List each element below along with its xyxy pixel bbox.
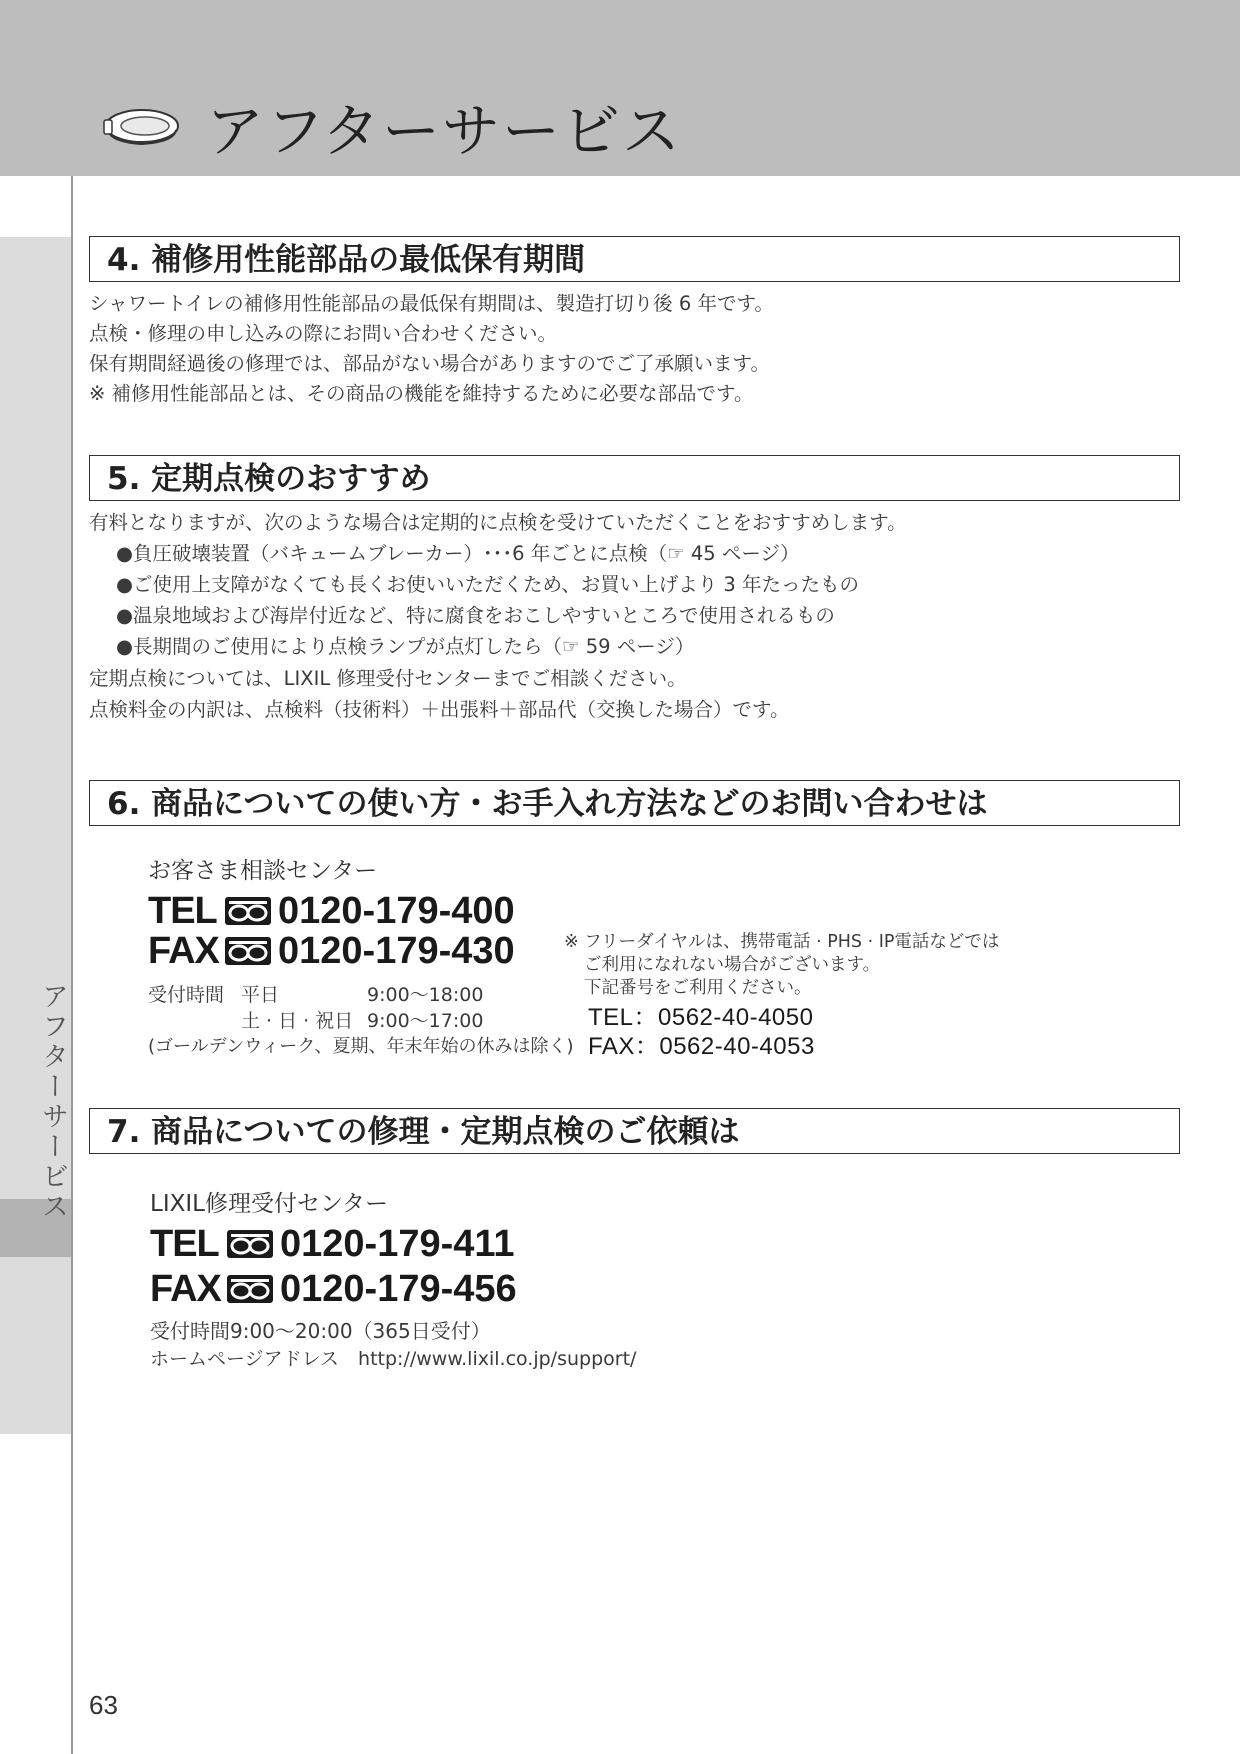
section-4-title: 4. 補修用性能部品の最低保有期間 (107, 242, 586, 278)
weekday-hours: 9:00〜18:00 (367, 984, 484, 1006)
page-title: アフターサービス (206, 97, 682, 165)
tel-label: TEL (150, 1223, 219, 1265)
repair-center-name: LIXIL修理受付センター (150, 1191, 389, 1217)
toilet-seat-icon (102, 104, 182, 150)
section-6-title: 6. 商品についての使い方・お手入れ方法などのお問い合わせは (107, 786, 988, 822)
margin-rule (71, 176, 73, 1754)
section-4-line: シャワートイレの補修用性能部品の最低保有期間は、製造打切り後 6 年です。 (89, 292, 774, 315)
fax-label: FAX (150, 1268, 221, 1310)
section-5-header (89, 455, 1180, 501)
free-dial-icon (224, 936, 272, 966)
free-dial-note: 下記番号をご利用ください。 (584, 978, 812, 998)
repair-fax-line (150, 1267, 517, 1311)
section-7-header (89, 1108, 1180, 1154)
fax-label: FAX (148, 930, 219, 972)
weekend-label: 土 · 日 · 祝日 (241, 1010, 354, 1032)
free-dial-icon (226, 1229, 274, 1259)
section-5-bullet: ●長期間のご使用により点検ランプが点灯したら（☞ 59 ページ） (116, 635, 695, 658)
section-5-bullet: ●負圧破壊装置（バキュームブレーカー）･･･6 年ごとに点検（☞ 45 ページ） (116, 542, 800, 565)
support-tel-line (148, 889, 515, 933)
section-6-header (89, 780, 1180, 826)
page-number: 63 (89, 1690, 118, 1720)
tel-number[interactable]: 0120-179-411 (280, 1223, 515, 1265)
support-fax-line (148, 929, 515, 973)
alt-fax-number[interactable]: FAX：0562-40-4053 (588, 1033, 815, 1060)
hours-label: 受付時間 (148, 984, 225, 1006)
section-4-line: 点検・修理の申し込みの際にお問い合わせください。 (89, 322, 558, 345)
section-5-intro: 有料となりますが、次のような場合は定期的に点検を受けていただくことをおすすめします。 (89, 511, 907, 534)
fax-number[interactable]: 0120-179-430 (278, 930, 515, 972)
repair-tel-line (150, 1222, 515, 1266)
section-5-bullet: ●温泉地域および海岸付近など、特に腐食をおこしやすいところで使用されるもの (116, 604, 835, 627)
support-center-name: お客さま相談センター (148, 858, 378, 884)
free-dial-note: ※ フリーダイヤルは、携帯電話 · PHS · IP電話などでは (564, 932, 1000, 952)
weekend-hours: 9:00〜17:00 (367, 1010, 484, 1032)
section-5-title: 5. 定期点検のおすすめ (107, 461, 431, 497)
section-5-outro: 定期点検については、LIXIL 修理受付センターまでご相談ください。 (89, 667, 687, 690)
section-4-header (89, 236, 1180, 282)
weekday-label: 平日 (241, 984, 280, 1006)
section-5-outro: 点検料金の内訳は、点検料（技術料）＋出張料＋部品代（交換した場合）です。 (89, 698, 790, 721)
side-tab-label: アフターサービス (37, 982, 68, 1222)
section-4-note: ※ 補修用性能部品とは、その商品の機能を維持するために必要な部品です。 (89, 382, 754, 405)
holiday-note: (ゴールデンウィーク、夏期、年末年始の休みは除く) (148, 1036, 574, 1057)
alt-tel-number[interactable]: TEL：0562-40-4050 (588, 1004, 814, 1031)
tel-label: TEL (148, 890, 217, 932)
section-4-line: 保有期間経過後の修理では、部品がない場合がありますのでご了承願います。 (89, 352, 770, 375)
tel-number[interactable]: 0120-179-400 (278, 890, 515, 932)
section-7-title: 7. 商品についての修理・定期点検のご依頼は (107, 1114, 740, 1150)
fax-number[interactable]: 0120-179-456 (280, 1268, 517, 1310)
free-dial-icon (226, 1274, 274, 1304)
homepage-address[interactable]: ホームページアドレス http://www.lixil.co.jp/support/ (150, 1348, 637, 1370)
section-5-bullet: ●ご使用上支障がなくても長くお使いいただくため、お買い上げより 3 年たったもの (116, 573, 860, 596)
free-dial-note: ご利用になれない場合がございます。 (584, 955, 881, 975)
free-dial-icon (224, 896, 272, 926)
repair-hours: 受付時間9:00〜20:00（365日受付） (150, 1319, 491, 1343)
